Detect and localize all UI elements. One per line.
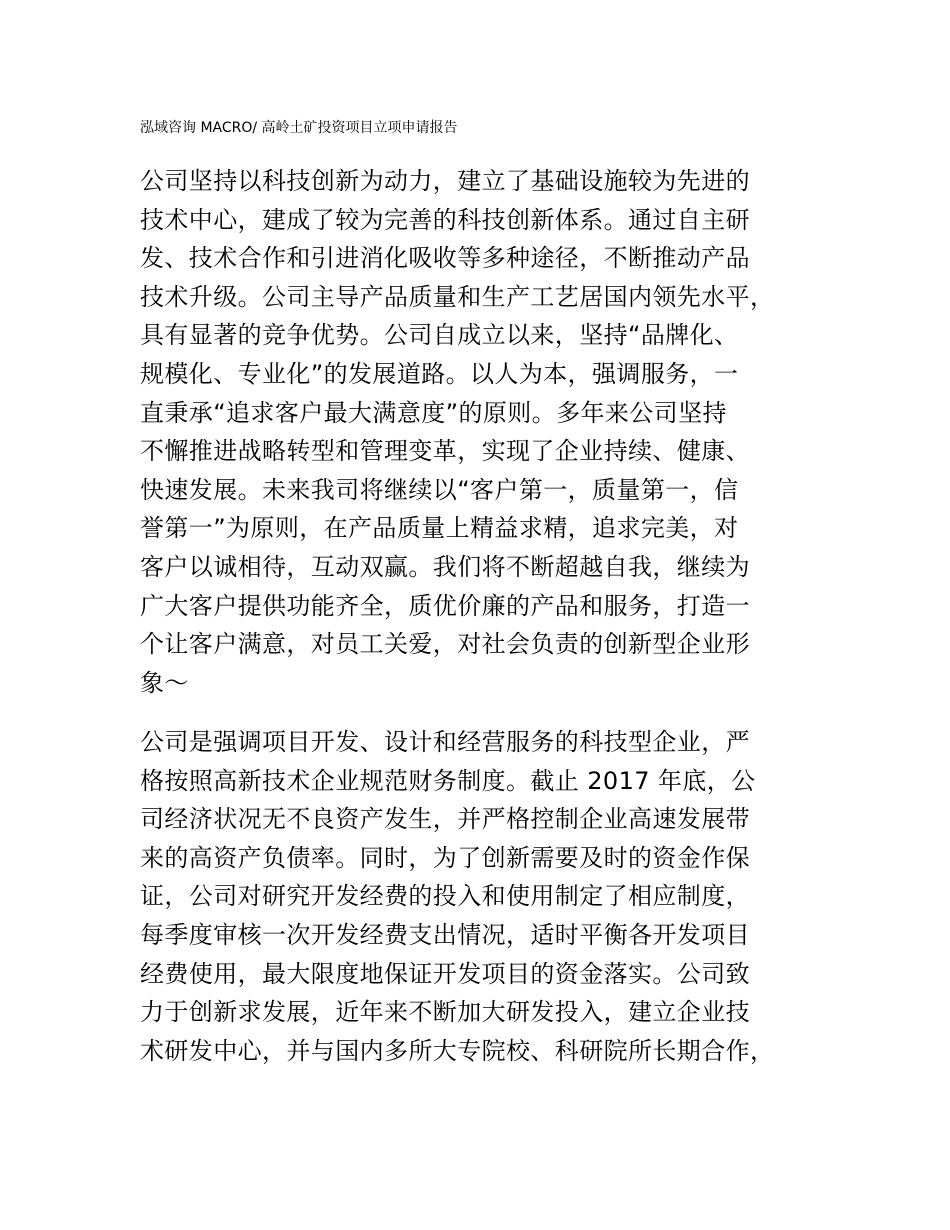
paragraph-line: 证，公司对研究开发经费的投入和使用制定了相应制度， <box>140 882 750 911</box>
paragraph-line: 具有显著的竞争优势。公司自成立以来，坚持“品牌化、 <box>140 321 739 350</box>
paragraph-line: 力于创新求发展，近年来不断加大研发投入，建立企业技 <box>140 998 750 1027</box>
paragraph-line: 技术升级。公司主导产品质量和生产工艺居国内领先水平， <box>140 282 775 311</box>
paragraph-line: 公司是强调项目开发、设计和经营服务的科技型企业，严 <box>140 728 750 756</box>
paragraph-line: 每季度审核一次开发经费支出情况，适时平衡各开发项目 <box>140 920 750 949</box>
paragraph-line: 广大客户提供功能齐全，质优价廉的产品和服务，打造一 <box>140 591 750 620</box>
paragraph-line: 经费使用，最大限度地保证开发项目的资金落实。公司致 <box>140 959 750 988</box>
paragraph-line: 快速发展。未来我司将继续以“客户第一，质量第一，信 <box>140 475 739 504</box>
paragraph-line: 直秉承“追求客户最大满意度”的原则。多年来公司坚持 <box>140 398 727 427</box>
paragraph-line: 术研发中心，并与国内多所大专院校、科研院所长期合作， <box>140 1036 775 1065</box>
paragraph-company-finance <box>140 723 820 1070</box>
paragraph-line: 格按照高新技术企业规范财务制度。截止 2017 年底，公 <box>140 766 756 795</box>
paragraph-line: 象～ <box>140 668 189 697</box>
running-header: 泓域咨询 MACRO/ 高岭土矿投资项目立项申请报告 <box>140 120 458 136</box>
paragraph-line: 不懈推进战略转型和管理变革，实现了企业持续、健康、 <box>140 437 750 466</box>
paragraph-line: 来的高资产负债率。同时，为了创新需要及时的资金作保 <box>140 843 750 872</box>
paragraph-line: 誉第一”为原则，在产品质量上精益求精，追求完美，对 <box>140 514 739 543</box>
paragraph-line: 技术中心，建成了较为完善的科技创新体系。通过自主研 <box>140 205 750 234</box>
paragraph-company-innovation <box>140 162 820 702</box>
paragraph-line: 个让客户满意，对员工关爱，对社会负责的创新型企业形 <box>140 630 750 659</box>
paragraph-line: 公司坚持以科技创新为动力，建立了基础设施较为先进的 <box>140 167 750 195</box>
paragraph-line: 客户以诚相待，互动双赢。我们将不断超越自我，继续为 <box>140 552 750 581</box>
paragraph-line: 规模化、专业化”的发展道路。以人为本，强调服务，一 <box>140 359 739 388</box>
paragraph-line: 司经济状况无不良资产发生，并严格控制企业高速发展带 <box>140 805 750 834</box>
paragraph-line: 发、技术合作和引进消化吸收等多种途径，不断推动产品 <box>140 244 750 273</box>
